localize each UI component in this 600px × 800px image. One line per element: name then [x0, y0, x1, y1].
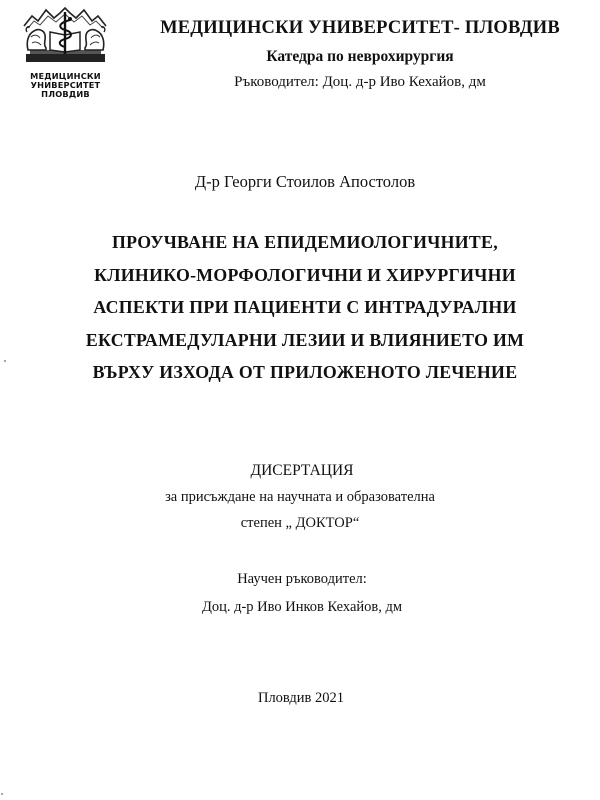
logo-text-line: ПЛОВДИВ	[41, 89, 90, 99]
logo-text-line: УНИВЕРСИТЕТ	[30, 80, 101, 90]
dissertation-purpose: за присъждане на научната и образователна	[165, 489, 435, 505]
logo-text	[18, 72, 113, 99]
university-crest-icon	[18, 4, 113, 66]
thesis-title-line: ПРОУЧВАНЕ НА ЕПИДЕМИОЛОГИЧНИТЕ,	[112, 232, 498, 252]
thesis-title-line: АСПЕКТИ ПРИ ПАЦИЕНТИ С ИНТРАДУРАЛНИ	[93, 297, 517, 317]
author-name: Д-р Георги Стоилов Апостолов	[194, 172, 416, 191]
university-logo	[18, 4, 113, 100]
logo-text-line: МЕДИЦИНСКИ	[30, 71, 101, 81]
thesis-title-line: ЕКСТРАМЕДУЛАРНИ ЛЕЗИИ И ВЛИЯНИЕТО ИМ	[85, 329, 525, 350]
scan-speck	[4, 360, 6, 362]
supervisor-label: Научен ръководител:	[237, 571, 367, 587]
thesis-title-line: КЛИНИКО-МОРФОЛОГИЧНИ И ХИРУРГИЧНИ	[94, 264, 516, 285]
city-year: Пловдив 2021	[257, 690, 345, 706]
dissertation-label: ДИСЕРТАЦИЯ	[250, 462, 354, 479]
dissertation-degree: степен „ ДОКТОР“	[240, 515, 360, 531]
scan-speck	[1, 793, 3, 795]
university-name: МЕДИЦИНСКИ УНИВЕРСИТЕТ- ПЛОВДИВ	[160, 18, 560, 38]
head-of-department: Ръководител: Доц. д-р Иво Кехайов, дм	[234, 74, 486, 90]
department-name: Катедра по неврохирургия	[266, 48, 454, 65]
thesis-title	[50, 226, 560, 389]
supervisor-name: Доц. д-р Иво Инков Кехайов, дм	[201, 599, 403, 615]
thesis-title-line: ВЪРХУ ИЗХОДА ОТ ПРИЛОЖЕНОТО ЛЕЧЕНИЕ	[92, 362, 518, 382]
